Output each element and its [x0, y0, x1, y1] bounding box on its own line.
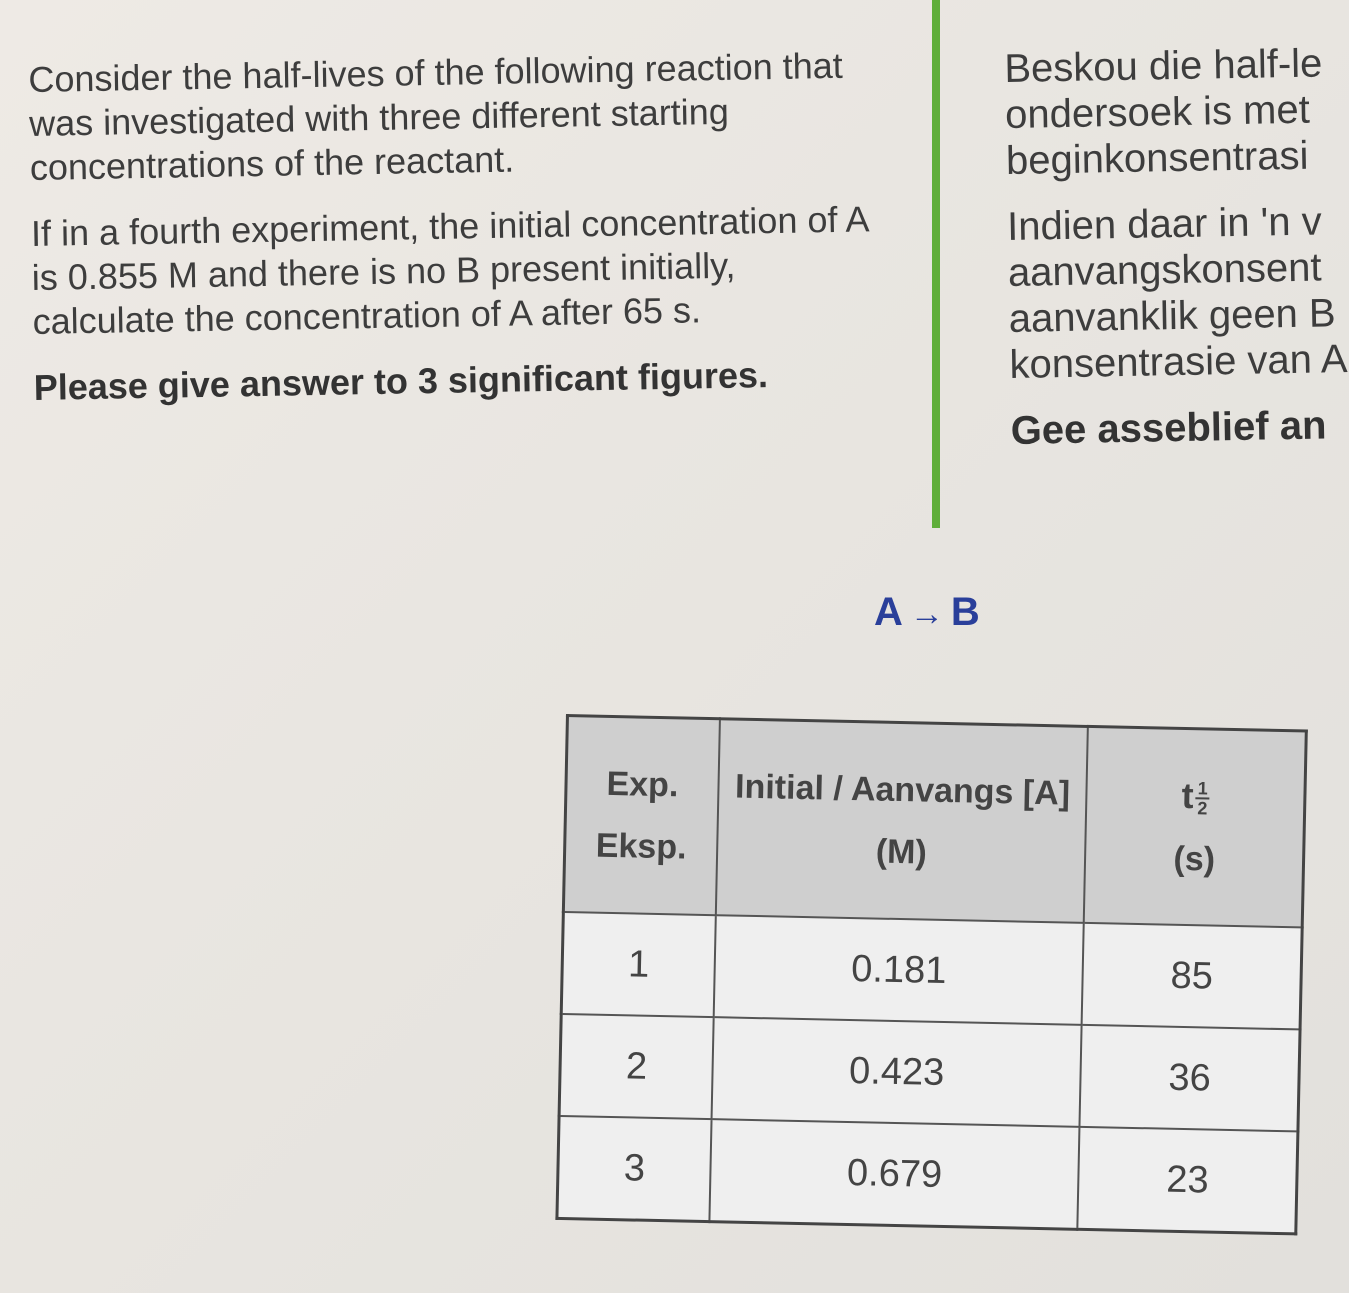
reactant-label: A — [874, 590, 904, 634]
one-half-fraction — [1195, 779, 1210, 817]
intro-line: concentrations of the reactant. — [29, 138, 515, 188]
task-paragraph-af — [1006, 199, 1348, 388]
cell-half-life: 85 — [1082, 923, 1302, 1030]
task-line: calculate the concentration of A after 65 s. — [32, 289, 702, 342]
cell-exp: 2 — [559, 1014, 713, 1119]
intro-line-af: beginkonsentrasi — [1005, 133, 1309, 183]
frac-denominator: 2 — [1197, 798, 1208, 819]
cell-conc: 0.423 — [711, 1017, 1082, 1127]
table-row — [557, 1116, 1298, 1234]
table-row — [561, 912, 1302, 1029]
intro-paragraph — [28, 43, 910, 190]
half-life-table — [555, 714, 1307, 1235]
product-label: B — [950, 590, 981, 634]
reaction-arrow: → — [909, 595, 945, 633]
header-exp — [563, 716, 719, 916]
question-afrikaans — [1004, 41, 1348, 454]
task-line-af: aanvangskonsent — [1007, 245, 1322, 295]
half-life-symbol — [1181, 774, 1210, 819]
data-table — [555, 714, 1307, 1235]
sig-fig-instruction-af: Gee asseblief an — [1010, 403, 1327, 453]
header-initial-conc — [716, 719, 1089, 923]
cell-exp: 1 — [561, 912, 715, 1017]
cell-conc: 0.679 — [709, 1119, 1080, 1229]
intro-line-af: Beskou die half-le — [1004, 41, 1323, 91]
intro-line: was investigated with three different starting — [28, 90, 730, 144]
intro-paragraph-af — [1004, 41, 1323, 184]
reaction-equation — [874, 590, 981, 635]
header-exp-en: Exp. — [606, 764, 679, 805]
cell-conc: 0.181 — [714, 915, 1085, 1025]
task-line: If in a fourth experiment, the initial concentration of A — [30, 198, 870, 254]
table-header-row — [563, 716, 1306, 928]
cell-half-life: 23 — [1078, 1127, 1298, 1234]
header-time-unit: (s) — [1173, 839, 1216, 879]
task-paragraph — [31, 197, 913, 344]
sig-fig-instruction: Please give answer to 3 significant figures. — [33, 354, 769, 408]
task-line-af: konsentrasie van A — [1009, 337, 1348, 387]
cell-exp: 3 — [557, 1116, 711, 1222]
question-english — [28, 43, 914, 410]
task-line-af: Indien daar in 'n v — [1006, 199, 1323, 249]
header-exp-af: Eksp. — [595, 826, 687, 867]
cell-half-life: 36 — [1080, 1025, 1300, 1132]
column-divider — [932, 0, 940, 528]
task-line: is 0.855 M and there is no B present initially, — [31, 244, 736, 298]
header-conc-label: Initial / Aanvangs [A] — [734, 767, 1071, 813]
header-half-life — [1084, 726, 1306, 927]
task-line-af: aanvanklik geen B — [1008, 291, 1337, 341]
header-conc-unit: (M) — [875, 832, 928, 872]
intro-line-af: ondersoek is met — [1004, 87, 1311, 137]
t-symbol: t — [1181, 774, 1195, 816]
intro-line: Consider the half-lives of the following reaction that — [28, 44, 844, 100]
table-row — [559, 1014, 1300, 1131]
frac-numerator: 1 — [1196, 779, 1210, 799]
